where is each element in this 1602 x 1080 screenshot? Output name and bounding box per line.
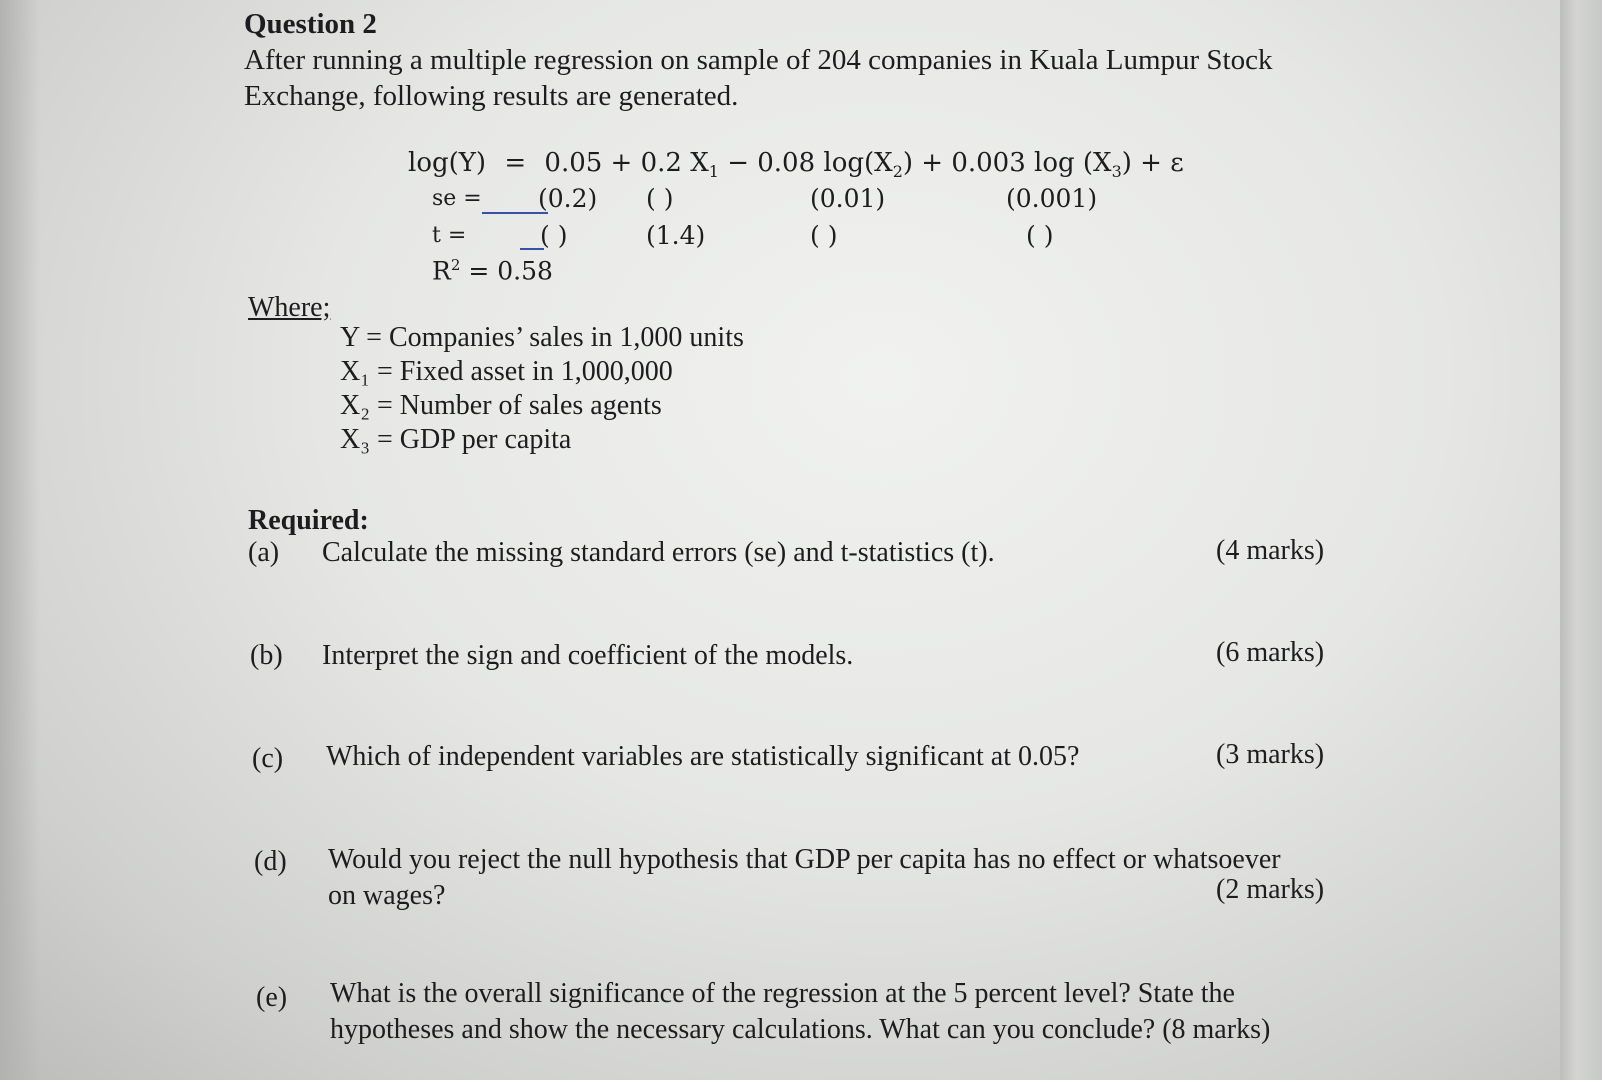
- item-d-marks: (2 marks): [1216, 874, 1325, 905]
- item-c-label: (c): [252, 743, 284, 774]
- item-e-text-2: hypotheses and show the necessary calculations. What can you conclude? (8 marks): [330, 1014, 1271, 1045]
- equation-sub-3: 3: [1111, 162, 1122, 182]
- item-c-marks: (3 marks): [1216, 739, 1325, 770]
- se-row-label: se =: [432, 186, 482, 211]
- intro-line-2: Exchange, following results are generated.: [244, 80, 739, 112]
- equation-sub-2: 2: [892, 162, 903, 182]
- equation-term-x3: ) + 0.003 log (X: [902, 148, 1112, 178]
- item-b-text: Interpret the sign and coefficient of the models.: [322, 640, 854, 671]
- regression-equation: [408, 148, 1184, 181]
- item-d-text-2: on wages?: [328, 880, 446, 911]
- definition-y: Y = Companies’ sales in 1,000 units: [340, 322, 744, 353]
- item-a-label: (a): [248, 537, 280, 568]
- page-shadow-left: [0, 0, 40, 1080]
- t-cell-x1: (1.4): [646, 221, 706, 250]
- item-e-label: (e): [256, 982, 288, 1013]
- t-cell-intercept: ( ): [540, 221, 568, 250]
- equation-equals: =: [504, 148, 527, 178]
- required-heading: Required:: [248, 505, 369, 536]
- item-c-text: Which of independent variables are statistically significant at 0.05?: [326, 741, 1080, 772]
- equation-term-x2: − 0.08 log(X: [727, 148, 893, 178]
- intro-line-1: After running a multiple regression on sample of 204 companies in Kuala Lumpur Stock: [244, 44, 1273, 76]
- equation-term-x1: 0.2 X: [640, 148, 709, 178]
- where-heading: Where;: [248, 292, 331, 323]
- se-cell-x1: ( ): [646, 184, 674, 213]
- item-b-marks: (6 marks): [1216, 637, 1325, 668]
- equation-error: ) + ε: [1121, 148, 1184, 178]
- r-squared-value: = 0.58: [460, 256, 553, 286]
- question-title: Question 2: [244, 8, 377, 40]
- item-a-text: Calculate the missing standard errors (se) and t-statistics (t).: [322, 537, 995, 568]
- r-squared-label: R: [432, 256, 451, 286]
- t-row-label: t =: [432, 223, 467, 248]
- definition-x3: X₃ = GDP per capita: [340, 424, 572, 455]
- definition-x1: X₁ = Fixed asset in 1,000,000: [340, 356, 673, 387]
- item-a-marks: (4 marks): [1216, 535, 1325, 566]
- t-cell-x2: ( ): [810, 221, 838, 250]
- item-d-text: Would you reject the null hypothesis that GDP per capita has no effect or whatsoever: [328, 844, 1281, 875]
- definition-x2: X₂ = Number of sales agents: [340, 390, 662, 421]
- item-d-label: (d): [254, 846, 287, 877]
- se-cell-x3: (0.001): [1006, 184, 1098, 213]
- se-cell-x2: (0.01): [810, 184, 886, 213]
- equation-lhs: log(Y): [408, 148, 487, 178]
- t-cell-x3: ( ): [1026, 221, 1054, 250]
- equation-intercept: 0.05 +: [544, 148, 633, 178]
- r-squared-sup: 2: [450, 256, 461, 274]
- r-squared: [432, 256, 553, 285]
- item-b-label: (b): [250, 640, 283, 671]
- item-e-text: What is the overall significance of the regression at the 5 percent level? State the: [330, 978, 1235, 1009]
- equation-sub-1: 1: [708, 162, 719, 182]
- se-cell-intercept: (0.2): [538, 184, 598, 213]
- page-edge-right: [1560, 0, 1602, 1080]
